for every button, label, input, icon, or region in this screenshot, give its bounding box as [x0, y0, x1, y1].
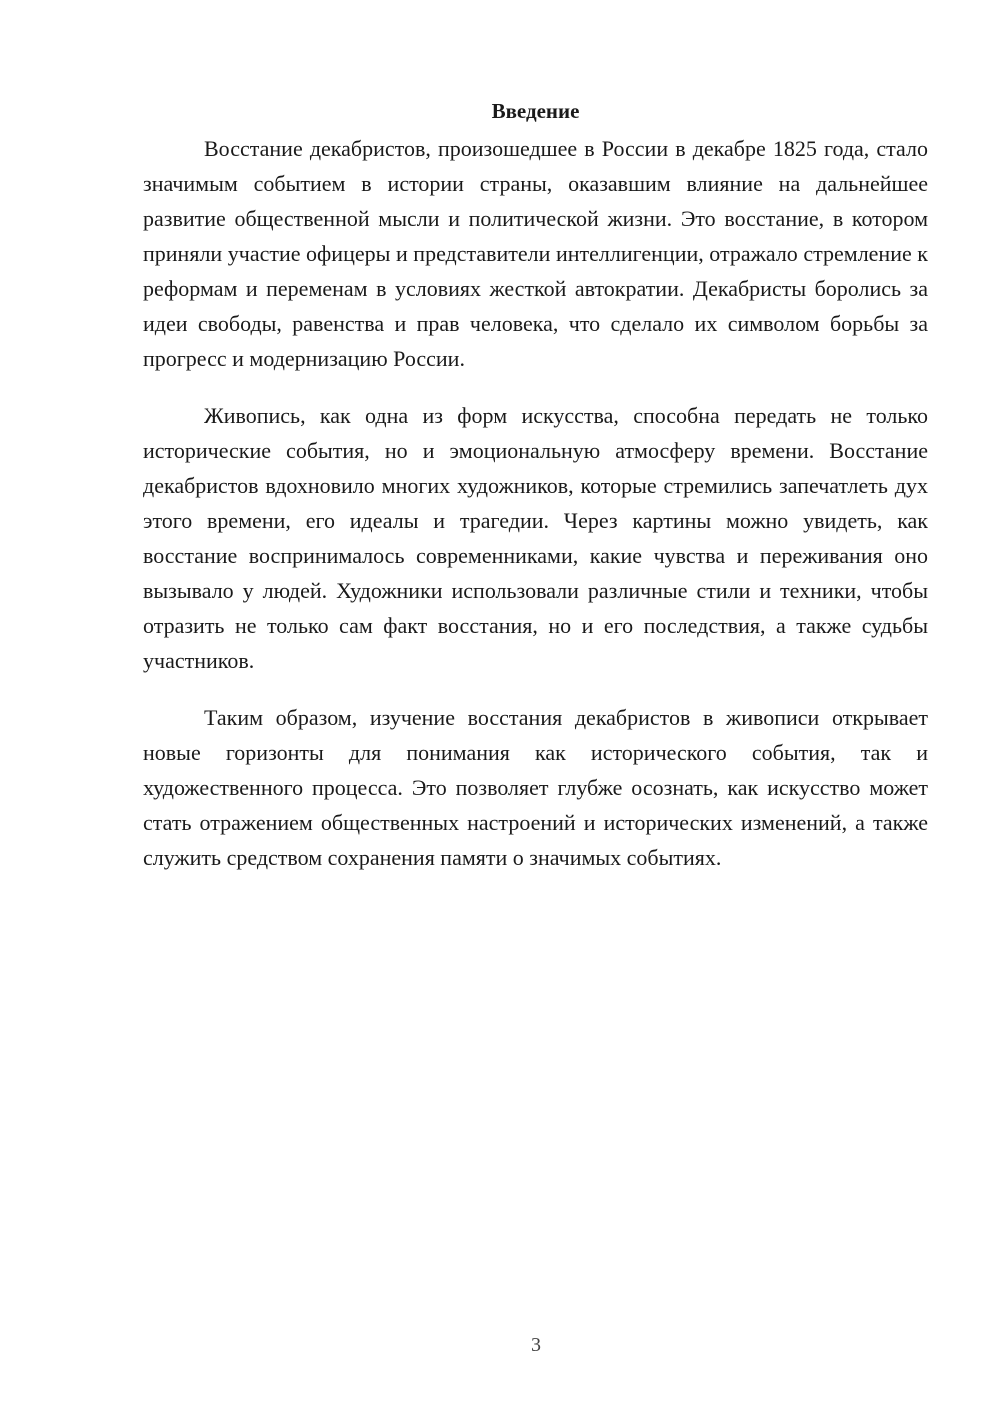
paragraph-3: Таким образом, изучение восстания декабристов в живописи открывает новые горизонты для понимания как исторического события, так и художественного процесса. Это позволяет глубже осознать, как искусство может стать отражением общественных настроений и исторических изменений, а также служить средством сохранения памяти о значимых событиях.	[143, 705, 928, 870]
page-content	[143, 95, 928, 875]
paragraph-1: Восстание декабристов, произошедшее в России в декабре 1825 года, стало значимым событием в истории страны, оказавшим влияние на дальнейшее развитие общественной мысли и политической жизни. Это восстание, в котором приняли участие офицеры и представители интеллигенции, отражало стремление к реформам и переменам в условиях жесткой автократии. Декабристы боролись за идеи свободы, равенства и прав человека, что сделало их символом борьбы за прогресс и модернизацию России.	[143, 136, 928, 371]
section-heading: Введение	[491, 99, 580, 123]
page-number: 3	[531, 1334, 541, 1356]
paragraph-2: Живопись, как одна из форм искусства, способна передать не только исторические события, но и эмоциональную атмосферу времени. Восстание декабристов вдохновило многих художников, которые стремились запечатлеть дух этого времени, его идеалы и трагедии. Через картины можно увидеть, как восстание воспринималось современниками, какие чувства и переживания оно вызывало у людей. Художники использовали различные стили и техники, чтобы отразить не только сам факт восстания, но и его последствия, а также судьбы участников.	[143, 403, 928, 673]
